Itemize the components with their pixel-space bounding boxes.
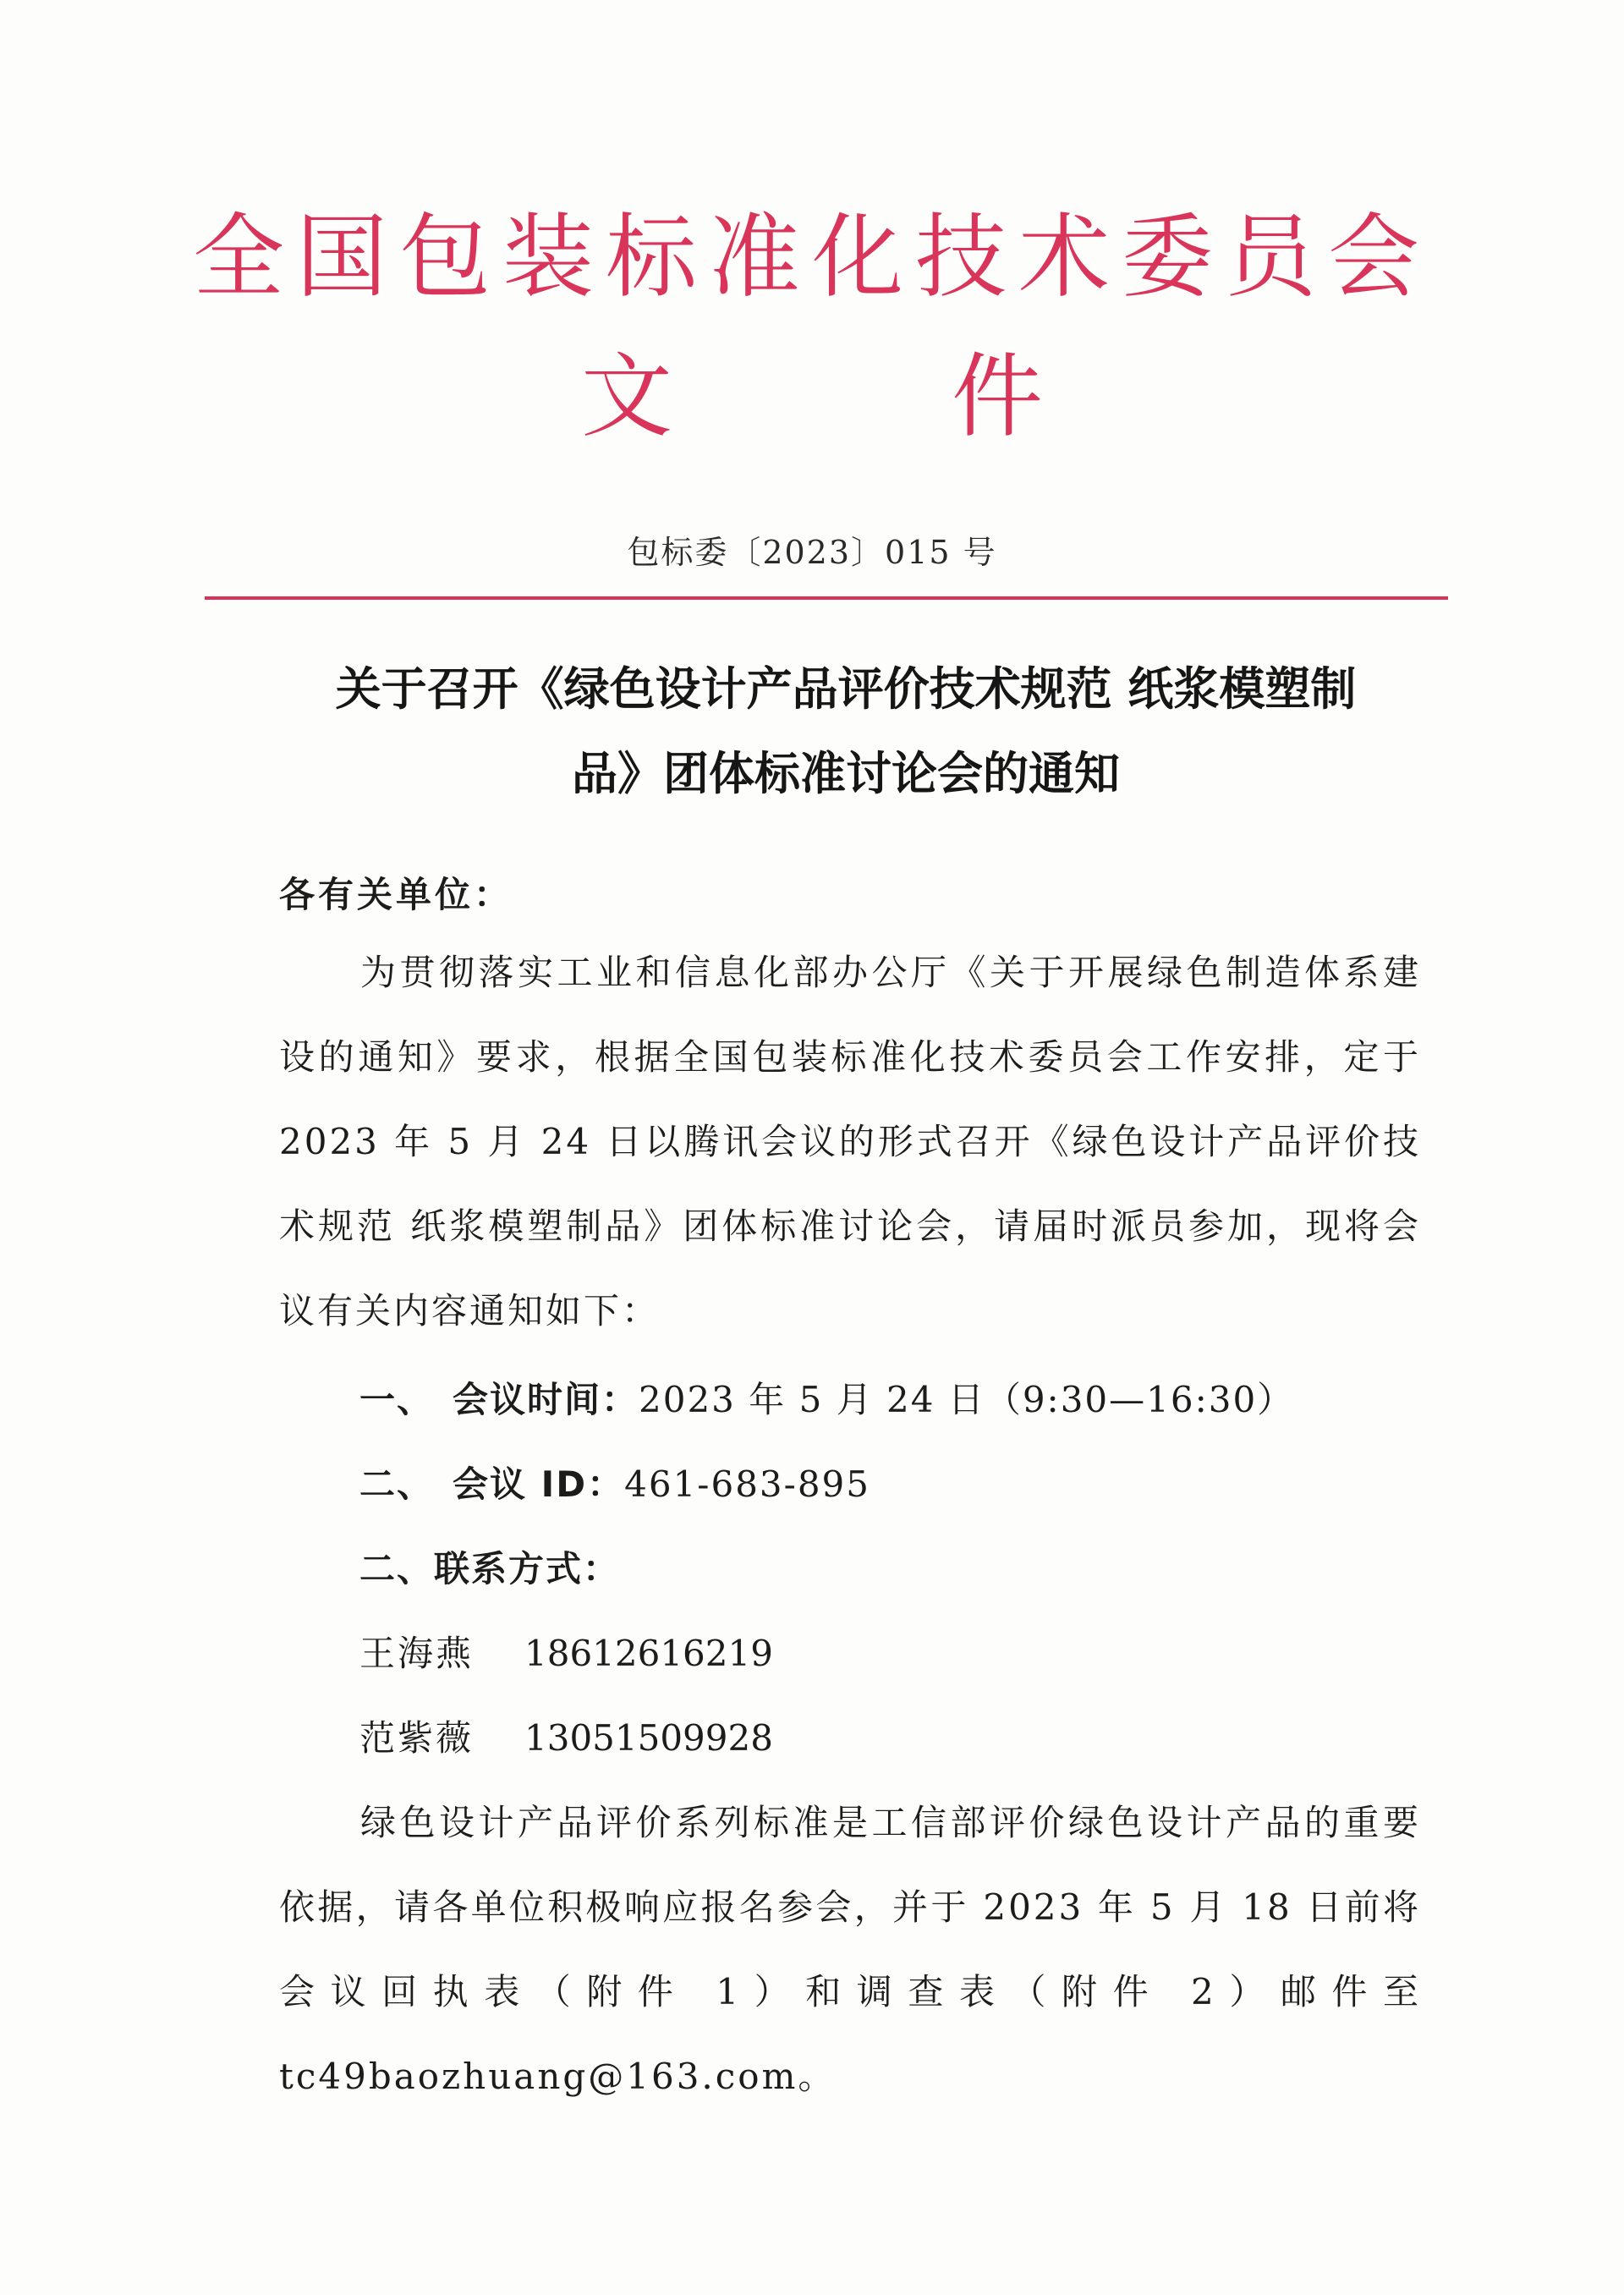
contact-row (359, 1713, 773, 1764)
salutation: 各有关单位： (279, 874, 513, 915)
notice-title-line-1: 关于召开《绿色设计产品评价技术规范 纸浆模塑制 (335, 662, 1357, 716)
contact-row (359, 1628, 773, 1679)
meeting-id-item (359, 1459, 870, 1510)
item-label: 联系方式： (434, 1548, 621, 1589)
contact-phone: 18612616219 (524, 1633, 773, 1674)
item-number: 二、 (359, 1548, 435, 1589)
doc-word-1: 文 (580, 344, 672, 450)
contact-name: 王海燕 (359, 1633, 475, 1674)
item-label: 会议 ID： (453, 1463, 625, 1505)
contact-phone: 13051509928 (524, 1717, 773, 1759)
body-paragraph-2: 绿色设计产品评价系列标准是工信部评价绿色设计产品的重要依据，请各单位积极响应报名参会，并于 2023 年 5 月 18 日前将会议回执表（附件 1）和调查表（附件 2）邮件至 tc49baozhuang@163.com。 (279, 1802, 1421, 2097)
notice-title-line-2: 品》团体标准讨论会的通知 (572, 747, 1120, 800)
meeting-time-item (359, 1375, 1294, 1425)
red-divider-line (205, 596, 1448, 600)
document-word-header (0, 338, 1624, 457)
doc-word-2: 件 (952, 344, 1044, 450)
item-value: 2023 年 5 月 24 日（9:30—16:30） (639, 1379, 1295, 1420)
document-number: 包标委〔2023〕015 号 (627, 534, 997, 571)
contact-name: 范紫薇 (359, 1717, 475, 1759)
item-number: 一、 (359, 1379, 435, 1420)
item-label: 会议时间： (453, 1379, 639, 1420)
item-value: 461-683-895 (624, 1463, 871, 1505)
body-paragraph-1: 为贯彻落实工业和信息化部办公厅《关于开展绿色制造体系建设的通知》要求，根据全国包装标准化技术委员会工作安排，定于 2023 年 5 月 24 日以腾讯会议的形式召开《绿色设计产品评价技术规范 纸浆模塑制品》团体标准讨论会，请届时派员参加，现将会议有关内容通知如下： (279, 952, 1421, 1331)
organization-header: 全国包装标准化技术委员会 (192, 205, 1431, 310)
item-number: 二、 (359, 1463, 435, 1505)
notice-title (254, 647, 1438, 816)
contact-method-item (359, 1544, 620, 1595)
